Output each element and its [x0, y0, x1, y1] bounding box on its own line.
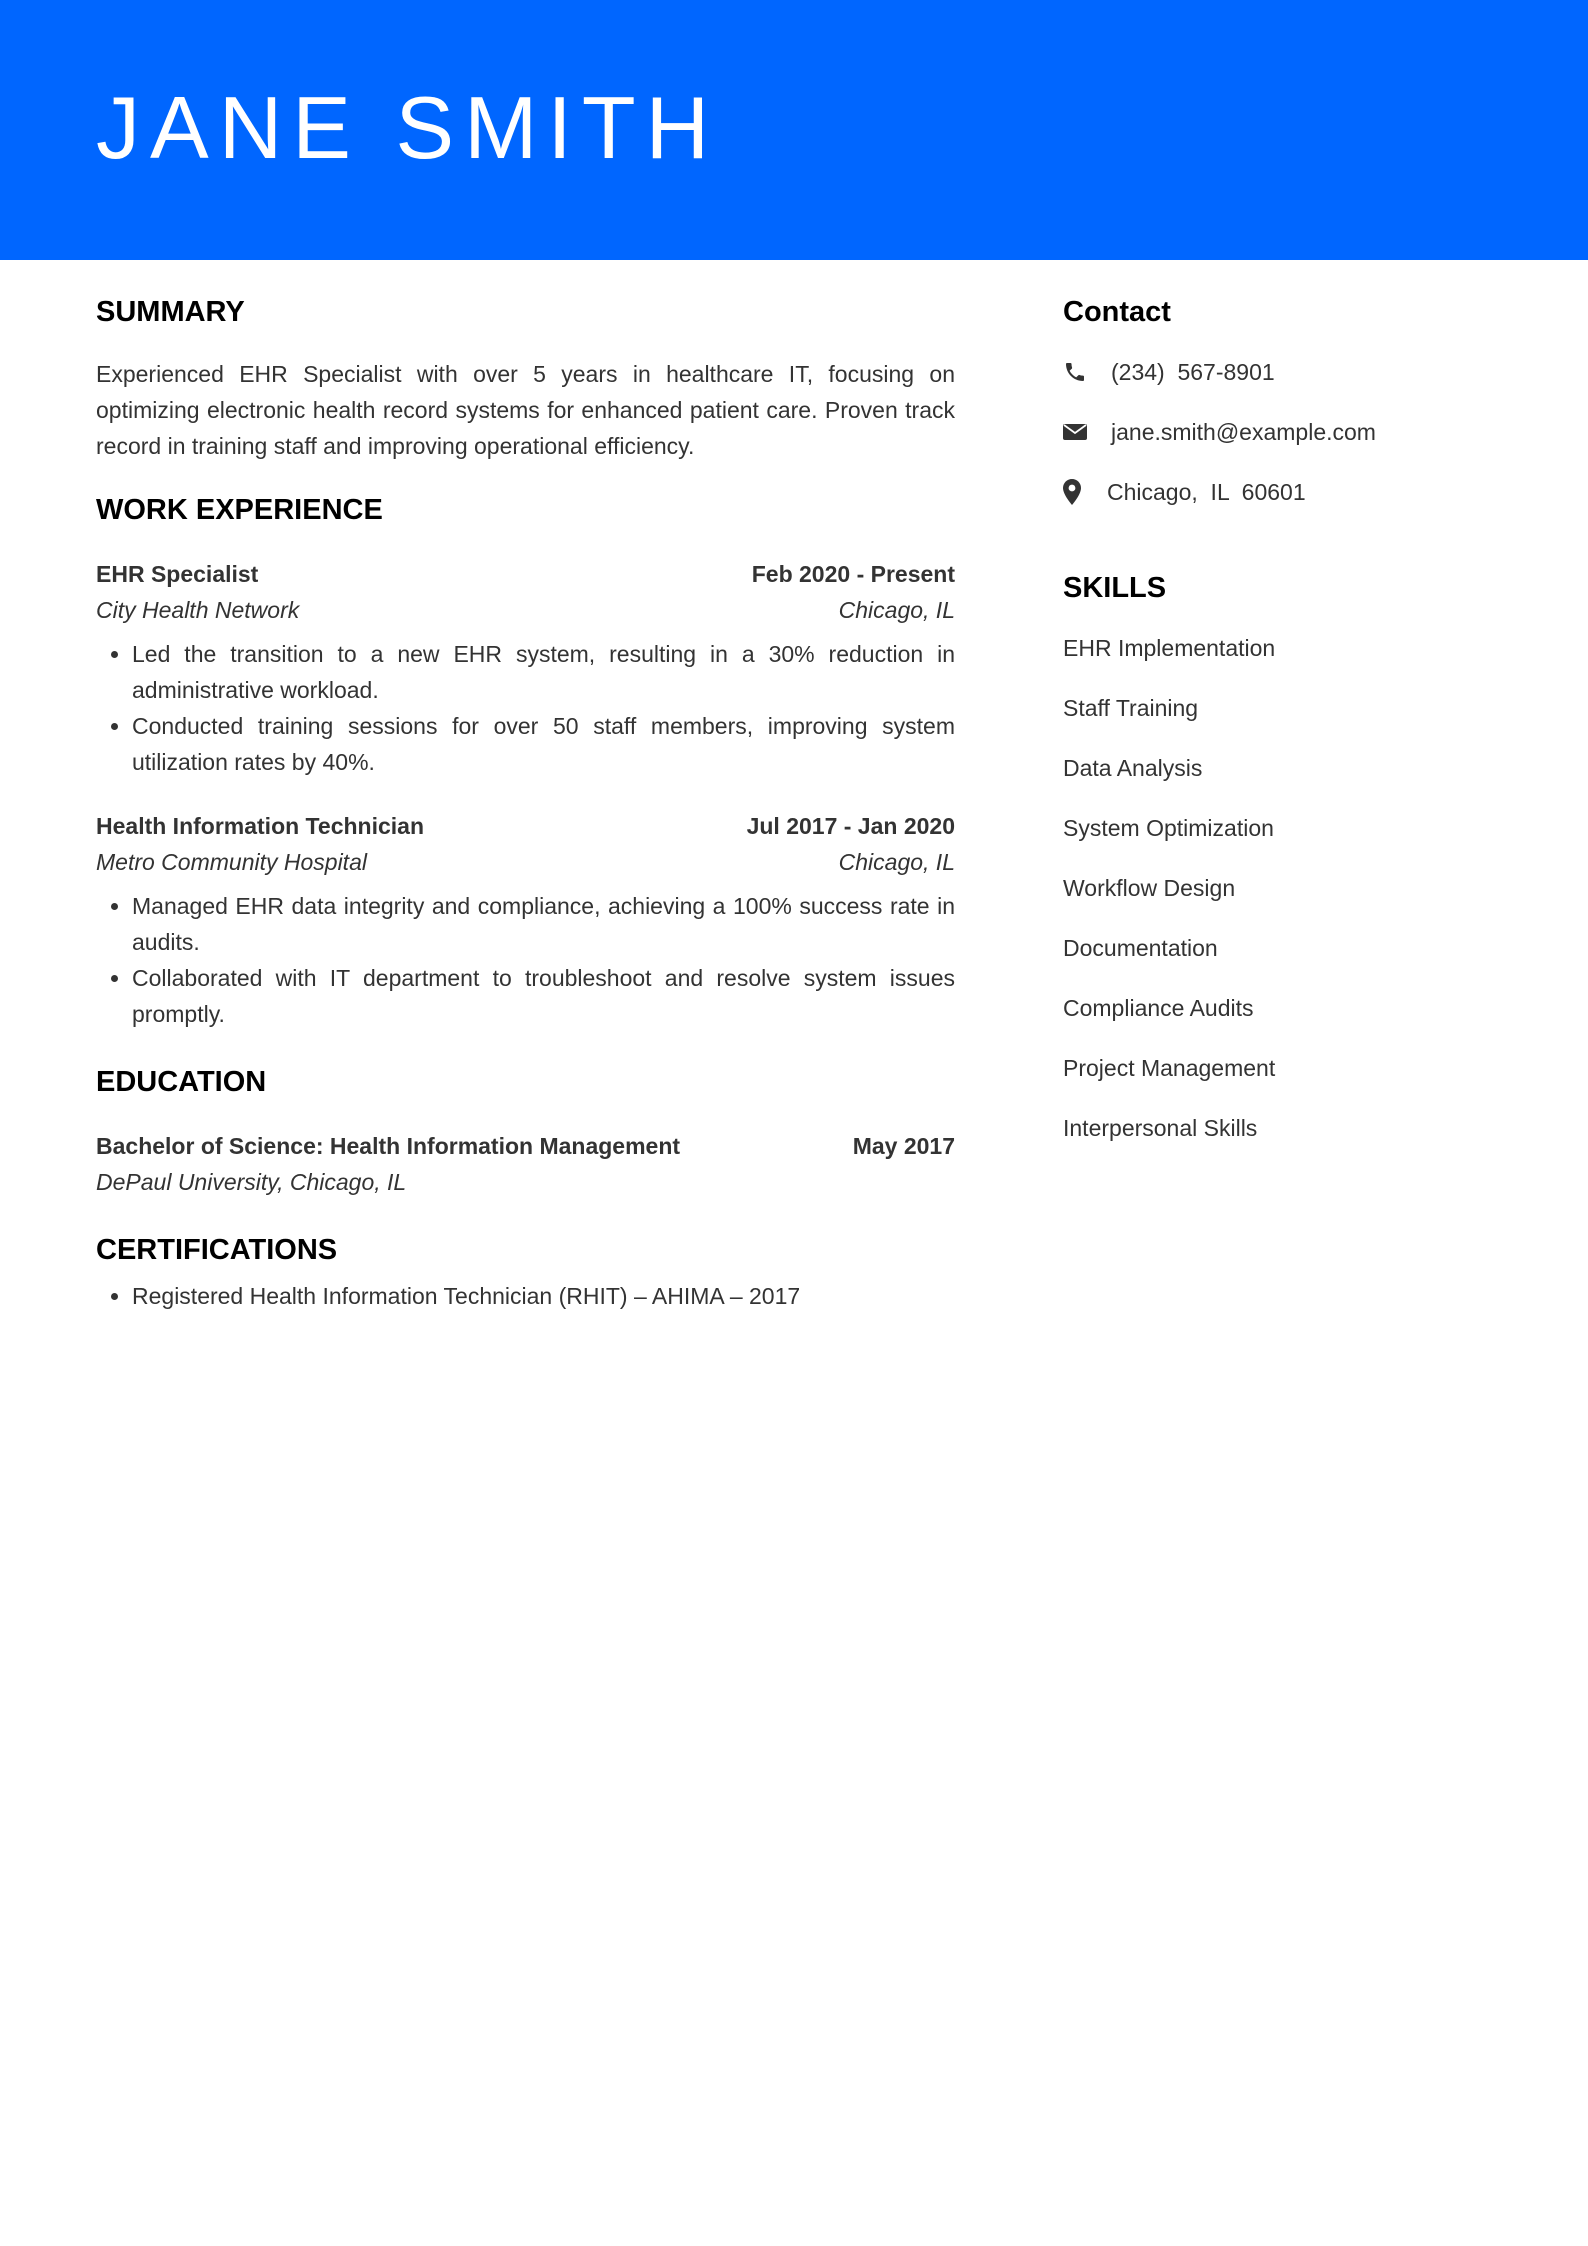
phone-icon — [1063, 359, 1089, 385]
job-dates: Feb 2020 - Present — [751, 561, 955, 587]
job-bullet: • Managed EHR data integrity and compliance, achieving a 100% success rate in audits. — [132, 888, 955, 960]
job-entry — [96, 556, 955, 780]
sidebar-column — [1063, 292, 1493, 1146]
graduation-date: May 2017 — [852, 1133, 955, 1159]
skills-section — [1063, 568, 1493, 1146]
job-location: Chicago, IL — [838, 849, 955, 875]
skill-item: Compliance Audits — [1063, 995, 1254, 1021]
work-experience-title: WORK EXPERIENCE — [96, 494, 383, 526]
skill-item: EHR Implementation — [1063, 635, 1276, 661]
contact-phone — [1063, 354, 1493, 390]
education-section — [96, 1062, 955, 1200]
contact-title: Contact — [1063, 296, 1171, 328]
degree: Bachelor of Science: Health Information Management — [96, 1133, 681, 1159]
job-company: Metro Community Hospital — [96, 849, 367, 875]
skill-item: Workflow Design — [1063, 875, 1236, 901]
envelope-icon — [1063, 419, 1089, 445]
contact-location — [1063, 474, 1493, 510]
skill-item: Staff Training — [1063, 695, 1199, 721]
candidate-name: JANE SMITH — [96, 78, 720, 177]
certifications-section — [96, 1230, 955, 1314]
summary-text: Experienced EHR Specialist with over 5 years in healthcare IT, focusing on optimizing electronic health record systems for enhanced patient care. Proven track record in training staff and improving operational efficiency. — [96, 361, 955, 459]
job-bullets — [96, 888, 955, 1032]
summary-title: SUMMARY — [96, 296, 245, 328]
job-bullet: • Collaborated with IT department to troubleshoot and resolve system issues promptly. — [132, 960, 955, 1032]
job-bullet: • Led the transition to a new EHR system, resulting in a 30% reduction in administrative workload. — [132, 636, 955, 708]
main-column — [96, 292, 955, 1314]
education-entry — [96, 1128, 955, 1200]
job-entry — [96, 808, 955, 1032]
job-location: Chicago, IL — [838, 597, 955, 623]
contact-email — [1063, 414, 1493, 450]
skill-item: Project Management — [1063, 1055, 1276, 1081]
location-text: Chicago, IL 60601 — [1107, 479, 1306, 505]
certification-list — [96, 1278, 955, 1314]
education-title: EDUCATION — [96, 1066, 267, 1098]
job-role: Health Information Technician — [96, 813, 424, 839]
work-experience-section — [96, 490, 955, 1032]
job-role: EHR Specialist — [96, 561, 259, 587]
header-banner — [0, 0, 1588, 260]
school: DePaul University, Chicago, IL — [96, 1169, 407, 1195]
job-bullets — [96, 636, 955, 780]
summary-section — [96, 292, 955, 464]
job-dates: Jul 2017 - Jan 2020 — [746, 813, 955, 839]
skill-item: System Optimization — [1063, 815, 1274, 841]
skill-item: Data Analysis — [1063, 755, 1203, 781]
job-bullet: • Conducted training sessions for over 50 staff members, improving system utilization rates by 40%. — [132, 708, 955, 780]
certifications-title: CERTIFICATIONS — [96, 1234, 338, 1266]
skills-title: SKILLS — [1063, 572, 1167, 604]
email-address: jane.smith@example.com — [1111, 419, 1376, 445]
skill-item: Documentation — [1063, 935, 1218, 961]
skill-item: Interpersonal Skills — [1063, 1115, 1258, 1141]
contact-section — [1063, 292, 1493, 510]
map-pin-icon — [1063, 479, 1089, 505]
certification-item: • Registered Health Information Technician (RHIT) – AHIMA – 2017 — [132, 1278, 955, 1314]
phone-number: (234) 567-8901 — [1111, 359, 1275, 385]
job-company: City Health Network — [96, 597, 300, 623]
